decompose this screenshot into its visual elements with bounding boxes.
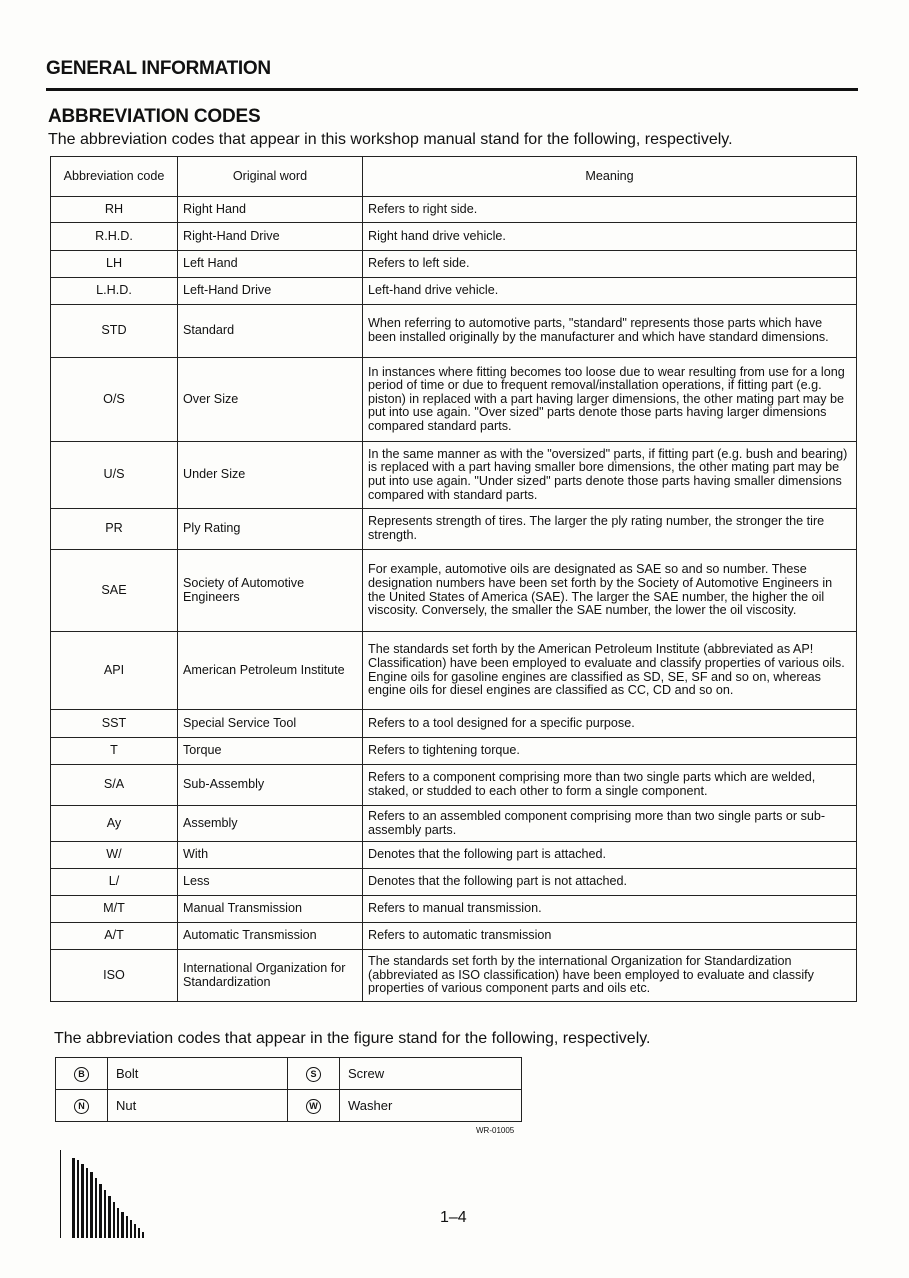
row-code: R.H.D. (51, 223, 178, 251)
legend-label: Washer (340, 1090, 522, 1122)
row-code: U/S (51, 442, 178, 509)
circled-letter-icon: B (74, 1067, 89, 1082)
row-original-word: Assembly (178, 806, 363, 842)
row-meaning: Denotes that the following part is attached. (363, 842, 857, 869)
page-number: 1–4 (440, 1209, 467, 1226)
table-row (51, 509, 857, 550)
table-row (51, 197, 857, 223)
figure-legend-table (55, 1057, 522, 1122)
row-original-word: Left-Hand Drive (178, 278, 363, 305)
row-meaning: Denotes that the following part is not attached. (363, 869, 857, 896)
row-meaning: The standards set forth by the international Organization for Standardization (abbreviated as ISO classification) have been employed to evaluate and classify properties of various component parts and oils etc. (363, 950, 857, 1002)
circled-letter-icon: N (74, 1099, 89, 1114)
row-original-word: American Petroleum Institute (178, 632, 363, 710)
row-code: SST (51, 710, 178, 738)
legend-symbol-cell (56, 1090, 108, 1122)
row-meaning: Refers to a tool designed for a specific purpose. (363, 710, 857, 738)
row-meaning: In instances where fitting becomes too loose due to wear resulting from use for a long period of time or due to frequent removal/installation operations, if fitting part (e.g. piston) in replaced with a part having larger dimensions, the other mating part may be put into use again. "Over sized" parts denote those parts having larger dimensions compared standard parts. (363, 358, 857, 442)
circled-letter-icon: S (306, 1067, 321, 1082)
legend-label: Screw (340, 1058, 522, 1090)
circled-letter-icon: W (306, 1099, 321, 1114)
row-original-word: Under Size (178, 442, 363, 509)
row-meaning: When referring to automotive parts, "standard" represents those parts which have been installed originally by the manufacturer and which have standard dimensions. (363, 305, 857, 358)
table-row (51, 550, 857, 632)
barcode (60, 1150, 180, 1240)
row-meaning: Refers to an assembled component comprising more than two single parts or sub-assembly parts. (363, 806, 857, 842)
row-meaning: Refers to a component comprising more than two single parts which are welded, staked, or studded to each other to form a single component. (363, 765, 857, 806)
row-meaning: In the same manner as with the "oversized" parts, if fitting part (e.g. bush and bearing) is replaced with a part having smaller bore dimensions, the other mating part may be put into use again. "Under sized" parts denote those parts having smaller dimensions compared with standard parts. (363, 442, 857, 509)
row-code: API (51, 632, 178, 710)
page-title: ABBREVIATION CODES (48, 106, 261, 127)
table-row (51, 765, 857, 806)
table-row (51, 632, 857, 710)
legend-row (56, 1058, 522, 1090)
row-original-word: Less (178, 869, 363, 896)
table-row (51, 923, 857, 950)
figure-intro: The abbreviation codes that appear in the figure stand for the following, respectively. (54, 1030, 651, 1047)
table-row (51, 896, 857, 923)
table-row (51, 223, 857, 251)
header-meaning: Meaning (363, 157, 857, 197)
row-code: W/ (51, 842, 178, 869)
row-original-word: With (178, 842, 363, 869)
row-meaning: For example, automotive oils are designated as SAE so and so number. These designation numbers have been set forth by the Society of Automotive Engineers in the United States of America (SAE). The larger the SAE number, the higher the oil viscosity. Conversely, the smaller the SAE number, the lower the oil viscosity. (363, 550, 857, 632)
legend-label: Nut (108, 1090, 288, 1122)
row-original-word: Ply Rating (178, 509, 363, 550)
intro-text: The abbreviation codes that appear in this workshop manual stand for the following, respectively. (48, 131, 733, 148)
row-meaning: Refers to left side. (363, 251, 857, 278)
row-original-word: Manual Transmission (178, 896, 363, 923)
legend-symbol-cell (288, 1058, 340, 1090)
table-row (51, 305, 857, 358)
row-code: ISO (51, 950, 178, 1002)
row-code: M/T (51, 896, 178, 923)
row-original-word: Automatic Transmission (178, 923, 363, 950)
row-original-word: Over Size (178, 358, 363, 442)
row-meaning: Refers to manual transmission. (363, 896, 857, 923)
row-original-word: Torque (178, 738, 363, 765)
row-code: L/ (51, 869, 178, 896)
table-row (51, 842, 857, 869)
row-code: S/A (51, 765, 178, 806)
row-original-word: Society of Automotive Engineers (178, 550, 363, 632)
table-row (51, 806, 857, 842)
table-row (51, 738, 857, 765)
figure-code: WR-01005 (476, 1126, 515, 1135)
row-original-word: Sub-Assembly (178, 765, 363, 806)
row-original-word: Standard (178, 305, 363, 358)
row-code: O/S (51, 358, 178, 442)
row-meaning: Left-hand drive vehicle. (363, 278, 857, 305)
table-row (51, 278, 857, 305)
row-code: STD (51, 305, 178, 358)
section-header: GENERAL INFORMATION (46, 58, 271, 79)
row-code: LH (51, 251, 178, 278)
header-word: Original word (178, 157, 363, 197)
row-original-word: Left Hand (178, 251, 363, 278)
table-row (51, 950, 857, 1002)
row-code: Ay (51, 806, 178, 842)
row-original-word: Special Service Tool (178, 710, 363, 738)
legend-row (56, 1090, 522, 1122)
row-meaning: Right hand drive vehicle. (363, 223, 857, 251)
header-rule (46, 88, 858, 91)
legend-label: Bolt (108, 1058, 288, 1090)
table-row (51, 869, 857, 896)
row-code: A/T (51, 923, 178, 950)
table-row (51, 442, 857, 509)
table-row (51, 710, 857, 738)
row-code: T (51, 738, 178, 765)
table-header-row (51, 157, 857, 197)
row-original-word: Right-Hand Drive (178, 223, 363, 251)
abbreviation-table (50, 156, 857, 1002)
row-code: L.H.D. (51, 278, 178, 305)
row-original-word: International Organization for Standardization (178, 950, 363, 1002)
table-row (51, 358, 857, 442)
row-original-word: Right Hand (178, 197, 363, 223)
legend-symbol-cell (56, 1058, 108, 1090)
row-meaning: The standards set forth by the American Petroleum Institute (abbreviated as AP! Classification) have been employed to evaluate and classify properties of various oils. Engine oils for gasoline engines are classified as SD, SE, SF and so on, whereas engine oils for diesel engines are classified as CC, CD and so on. (363, 632, 857, 710)
row-meaning: Represents strength of tires. The larger the ply rating number, the stronger the tire strength. (363, 509, 857, 550)
table-row (51, 251, 857, 278)
legend-symbol-cell (288, 1090, 340, 1122)
row-meaning: Refers to automatic transmission (363, 923, 857, 950)
header-code: Abbreviation code (51, 157, 178, 197)
row-meaning: Refers to right side. (363, 197, 857, 223)
row-code: RH (51, 197, 178, 223)
row-code: SAE (51, 550, 178, 632)
row-code: PR (51, 509, 178, 550)
row-meaning: Refers to tightening torque. (363, 738, 857, 765)
